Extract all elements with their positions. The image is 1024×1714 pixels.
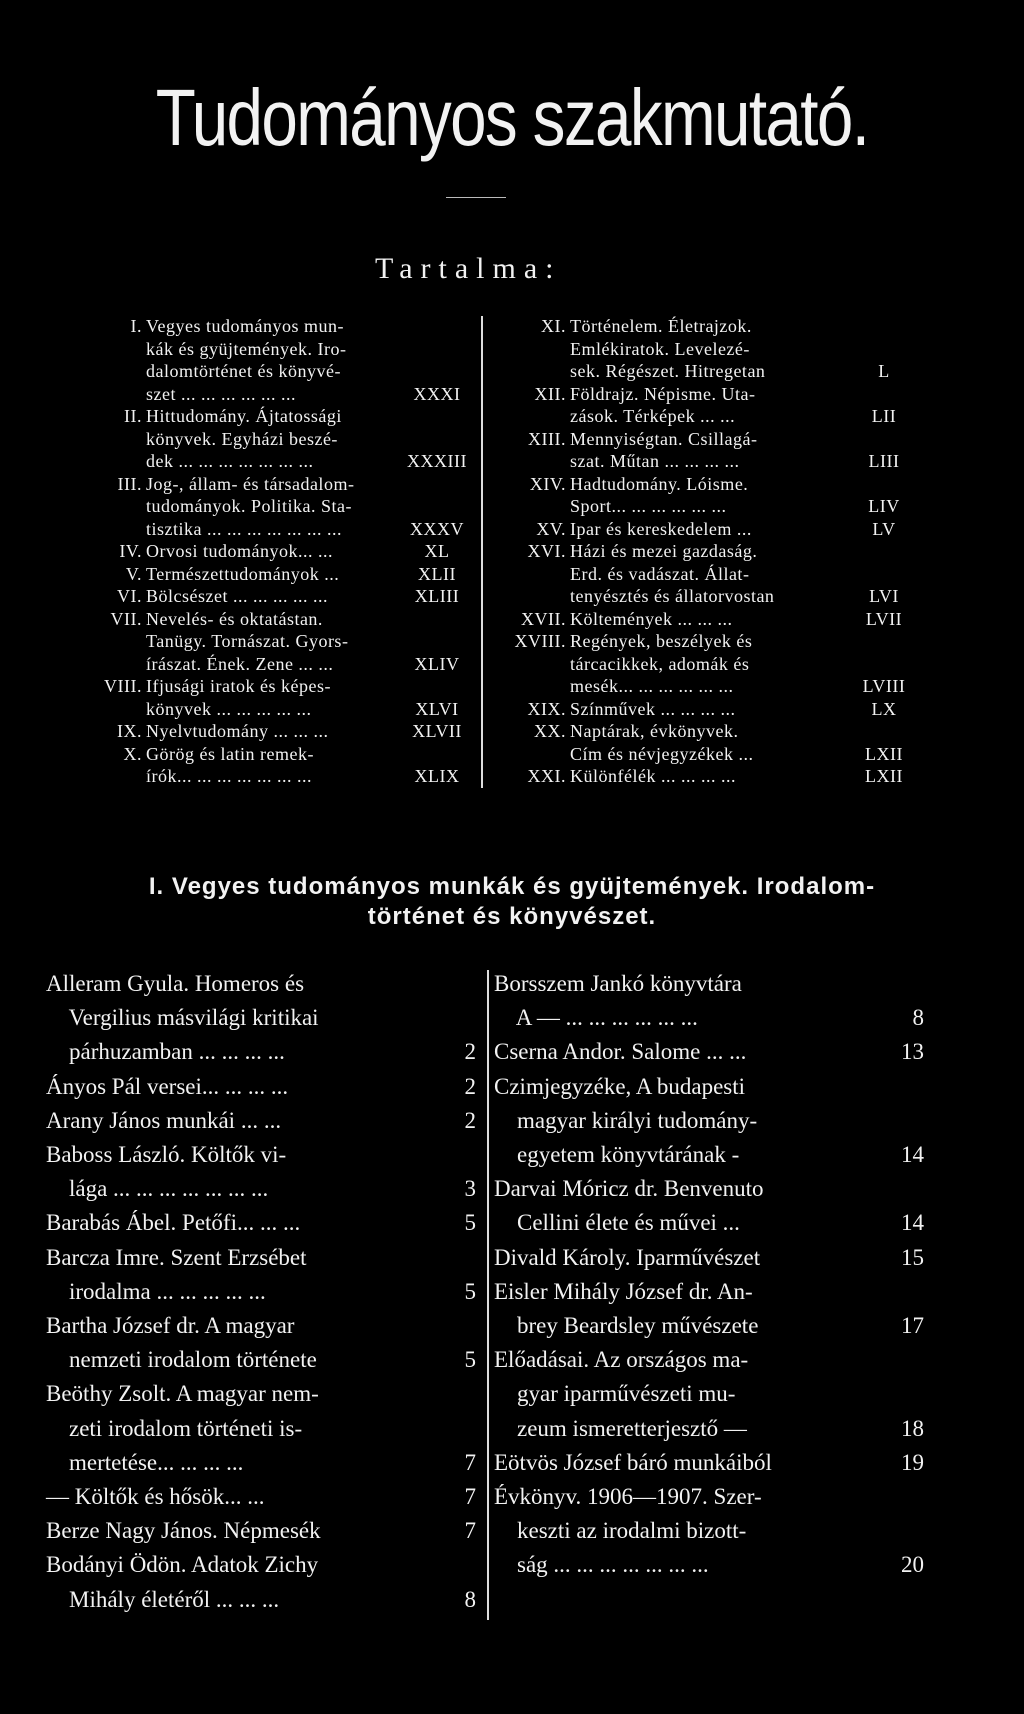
toc-section-title: Nyelvtudomány ... ... ...	[146, 721, 329, 741]
toc-line	[82, 405, 482, 427]
entry-text: Eötvös József báró munkáiból	[494, 1449, 772, 1475]
toc-section-title: Földrajz. Népisme. Uta-	[570, 383, 756, 404]
entry-page-number: 17	[901, 1313, 924, 1338]
toc-line	[506, 315, 936, 337]
entry-line	[46, 1139, 466, 1171]
toc-section-title: Erd. és vadászat. Állat-	[570, 563, 750, 584]
entry-line	[494, 1378, 934, 1410]
entry-text: párhuzamban ... ... ... ...	[46, 1039, 285, 1065]
toc-line	[506, 743, 936, 765]
toc-line	[82, 338, 482, 360]
entry-line	[494, 1310, 934, 1342]
toc-section-number: VIII.	[104, 676, 142, 696]
toc-section-title: Hadtudomány. Lóisme.	[570, 473, 749, 494]
entry-line	[46, 1310, 466, 1342]
toc-line	[82, 743, 482, 765]
toc-section-number: XI.	[541, 316, 566, 336]
toc-section-title: Sport... ... ... ... ... ...	[570, 496, 727, 516]
entry-line	[46, 1036, 476, 1068]
entry-page-number: 8	[912, 1005, 924, 1031]
entry-line	[494, 1139, 934, 1171]
toc-section-number: III.	[117, 473, 142, 494]
entry-line	[46, 1344, 476, 1376]
entry-text: Mihály életéről ... ... ...	[46, 1586, 280, 1612]
toc-section-number: XX.	[534, 721, 566, 741]
entry-text: Berze Nagy János. Népmesék	[46, 1518, 321, 1544]
entry-text: Beöthy Zsolt. A magyar nem-	[46, 1381, 319, 1407]
entry-text: egyetem könyvtárának -	[494, 1142, 740, 1167]
toc-section-number: XIX.	[527, 698, 566, 719]
entry-line	[494, 1242, 934, 1274]
toc-section-title: szat. Műtan ... ... ... ...	[570, 451, 740, 471]
toc-section-number: IV.	[119, 541, 142, 561]
entry-line	[494, 968, 934, 1000]
toc-section-title: Nevelés- és oktatástan.	[146, 608, 323, 629]
toc-line	[506, 428, 936, 450]
entry-line	[46, 1002, 466, 1034]
entry-page-number: 19	[901, 1449, 924, 1475]
toc-line	[82, 675, 482, 697]
entry-line	[46, 1242, 466, 1274]
toc-page-number: XXXIII	[407, 451, 467, 471]
toc-line	[506, 698, 936, 720]
section-heading-line-2: történet és könyvészet.	[367, 903, 657, 930]
toc-section-title: Görög és latin remek-	[146, 743, 314, 764]
toc-section-number: I.	[130, 316, 142, 336]
entry-page-number: 14	[901, 1210, 924, 1236]
toc-section-number: XVII.	[521, 608, 566, 629]
entry-line	[494, 1276, 934, 1308]
toc-page-number: LII	[871, 406, 897, 426]
entry-text: — Költők és hősök... ...	[46, 1484, 265, 1509]
entry-line	[46, 1276, 476, 1308]
entry-text: Eisler Mihály József dr. An-	[494, 1278, 753, 1304]
toc-line	[506, 608, 936, 630]
toc-page-number: LVI	[869, 586, 899, 606]
entry-text: Czimjegyzéke, A budapesti	[494, 1073, 746, 1099]
toc-section-title: Vegyes tudományos mun-	[146, 316, 344, 336]
toc-page-number: XLIX	[414, 766, 460, 786]
entry-line	[46, 1584, 476, 1616]
toc-section-title: Naptárak, évkönyvek.	[570, 721, 739, 741]
toc-section-number: VI.	[117, 586, 142, 606]
entry-text: gyar iparművészeti mu-	[494, 1381, 736, 1407]
toc-section-title: Ipar és kereskedelem ...	[570, 518, 752, 539]
toc-line	[82, 585, 482, 607]
entry-text: nemzeti irodalom története	[46, 1347, 317, 1373]
toc-line	[82, 608, 482, 630]
entry-text: Borsszem Jankó könyvtára	[494, 971, 742, 996]
toc-section-title: sek. Régészet. Hitregetan	[570, 361, 766, 381]
entry-line	[494, 1036, 934, 1068]
entry-page-number: 7	[464, 1518, 476, 1544]
toc-section-number: XIV.	[529, 473, 566, 494]
toc-column-divider	[481, 316, 483, 788]
toc-section-title: Költemények ... ... ...	[570, 608, 733, 629]
entry-text: Arany János munkái ... ...	[46, 1107, 282, 1133]
toc-section-title: Hittudomány. Ájtatossági	[146, 406, 342, 426]
toc-page-number: LVIII	[862, 676, 906, 696]
entry-text: zeum ismeretterjesztő —	[494, 1415, 747, 1441]
entry-page-number: 7	[464, 1449, 476, 1475]
entry-text: Alleram Gyula. Homeros és	[46, 971, 305, 996]
entry-text: brey Beardsley művészete	[494, 1313, 759, 1338]
toc-section-title: Történelem. Életrajzok.	[570, 316, 752, 336]
toc-page-number: XLIV	[414, 653, 460, 674]
toc-line	[506, 405, 936, 427]
entry-line	[46, 1413, 466, 1445]
entries-column-divider	[487, 970, 489, 1620]
toc-line	[82, 315, 482, 337]
toc-section-title: tudományok. Politika. Sta-	[146, 496, 352, 516]
toc-line	[82, 360, 482, 382]
toc-section-title: Tanügy. Tornászat. Gyors-	[146, 631, 349, 651]
toc-page-number: LV	[872, 518, 896, 539]
entry-line	[46, 1071, 476, 1103]
entry-line	[494, 1344, 934, 1376]
entry-text: zeti irodalom történeti is-	[46, 1415, 303, 1441]
toc-page-number: LIV	[868, 496, 900, 516]
entry-line	[46, 1105, 476, 1137]
toc-section-title: Bölcsészet ... ... ... ... ...	[146, 586, 328, 606]
entry-line	[46, 968, 466, 1000]
toc-page-number: XLVI	[415, 698, 459, 719]
toc-line	[506, 585, 936, 607]
entry-page-number: 18	[901, 1415, 924, 1441]
entry-page-number: 2	[464, 1039, 476, 1065]
entry-line	[46, 1481, 476, 1513]
entry-text: Ányos Pál versei... ... ... ...	[46, 1073, 289, 1099]
toc-line	[82, 698, 482, 720]
toc-section-title: Cím és névjegyzékek ...	[570, 743, 754, 764]
entry-line	[494, 1447, 934, 1479]
entry-line	[494, 1002, 934, 1034]
toc-line	[506, 518, 936, 540]
entry-line	[494, 1515, 934, 1547]
toc-page-number: XLVII	[412, 721, 462, 741]
entry-line	[46, 1549, 466, 1581]
toc-section-title: tenyésztés és állatorvostan	[570, 586, 775, 606]
entry-text: Darvai Móricz dr. Benvenuto	[494, 1176, 764, 1202]
toc-section-title: szet ... ... ... ... ... ...	[146, 383, 296, 404]
toc-line	[506, 338, 936, 360]
entry-page-number: 5	[464, 1278, 476, 1304]
toc-line	[82, 563, 482, 585]
toc-line	[82, 653, 482, 675]
entry-text: Bodányi Ödön. Adatok Zichy	[46, 1552, 319, 1578]
entry-page-number: 15	[901, 1244, 924, 1270]
toc-page-number: LX	[871, 698, 897, 719]
entry-line	[46, 1378, 466, 1410]
toc-line	[82, 495, 482, 517]
toc-page-number: LXII	[865, 766, 903, 786]
entry-text: magyar királyi tudomány-	[494, 1107, 758, 1133]
entry-line	[46, 1173, 476, 1205]
entry-text: ság ... ... ... ... ... ... ...	[494, 1552, 709, 1578]
entry-text: Barabás Ábel. Petőfi... ... ...	[46, 1210, 301, 1236]
entry-page-number: 2	[464, 1107, 476, 1133]
entry-page-number: 5	[464, 1210, 476, 1236]
toc-line	[506, 473, 936, 495]
toc-section-title: Színművek ... ... ... ...	[570, 698, 736, 719]
entry-text: Évkönyv. 1906—1907. Szer-	[494, 1484, 762, 1509]
toc-section-title: Természettudományok ...	[146, 563, 340, 584]
toc-section-title: Regények, beszélyek és	[570, 631, 753, 651]
toc-line	[506, 540, 936, 562]
toc-section-number: XII.	[534, 383, 566, 404]
toc-line	[506, 360, 936, 382]
entry-text: Divald Károly. Iparművészet	[494, 1244, 761, 1270]
toc-line	[82, 630, 482, 652]
toc-line	[82, 765, 482, 787]
toc-page-number: XL	[424, 541, 450, 561]
toc-section-number: XV.	[536, 518, 566, 539]
toc-section-title: kák és gyüjtemények. Iro-	[146, 338, 347, 359]
toc-section-number: XVI.	[527, 541, 566, 561]
section-heading-line-1: I. Vegyes tudományos munkák és gyüjtemények. Irodalom-	[148, 873, 876, 900]
entry-text: keszti az irodalmi bizott-	[494, 1518, 747, 1544]
toc-section-title: Ifjusági iratok és képes-	[146, 676, 331, 696]
entry-text: mertetése... ... ... ...	[46, 1449, 244, 1475]
section-heading	[0, 872, 1024, 932]
toc-section-number: XXI.	[527, 766, 566, 786]
entry-page-number: 5	[464, 1347, 476, 1373]
toc-page-number: LVII	[865, 608, 903, 629]
entry-text: Barcza Imre. Szent Erzsébet	[46, 1244, 307, 1270]
toc-section-number: II.	[124, 406, 142, 426]
toc-section-title: Jog-, állam- és társadalom-	[146, 473, 355, 494]
entry-line	[494, 1071, 934, 1103]
toc-line	[506, 383, 936, 405]
entry-line	[46, 1207, 476, 1239]
toc-page-number: L	[878, 361, 890, 381]
toc-section-title: írók... ... ... ... ... ... ...	[146, 766, 312, 786]
toc-section-title: Házi és mezei gazdaság.	[570, 541, 758, 561]
toc-page-number: XXXV	[410, 518, 464, 539]
entry-text: lága ... ... ... ... ... ... ...	[46, 1176, 269, 1202]
toc-page-number: LIII	[868, 451, 900, 471]
toc-page-number: XXXI	[413, 383, 461, 404]
toc-line	[506, 495, 936, 517]
entry-page-number: 8	[464, 1586, 476, 1612]
toc-section-title: Emlékiratok. Levelezé-	[570, 338, 750, 359]
title-rule	[446, 197, 506, 198]
entry-text: Bartha József dr. A magyar	[46, 1313, 295, 1338]
toc-section-title: Mennyiségtan. Csillagá-	[570, 428, 758, 449]
toc-line	[506, 653, 936, 675]
toc-line	[506, 720, 936, 742]
toc-section-number: VII.	[110, 608, 142, 629]
toc-section-title: dek ... ... ... ... ... ... ...	[146, 451, 314, 471]
toc-line	[82, 383, 482, 405]
entry-text: Baboss László. Költők vi-	[46, 1142, 287, 1167]
entry-page-number: 2	[464, 1073, 476, 1099]
entry-line	[494, 1173, 934, 1205]
toc-section-number: V.	[125, 563, 142, 584]
toc-section-title: zások. Térképek ... ...	[570, 406, 736, 426]
entry-line	[494, 1481, 934, 1513]
toc-section-number: XIII.	[528, 428, 566, 449]
toc-line	[82, 428, 482, 450]
toc-section-title: könyvek. Egyházi beszé-	[146, 428, 338, 449]
toc-section-title: könyvek ... ... ... ... ...	[146, 698, 312, 719]
toc-section-title: dalomtörténet és könyvé-	[146, 361, 341, 381]
entry-text: Vergilius másvilági kritikai	[46, 1005, 319, 1031]
entry-page-number: 7	[464, 1484, 476, 1509]
toc-section-number: IX.	[117, 721, 142, 741]
entry-line	[494, 1207, 934, 1239]
entry-text: irodalma ... ... ... ... ...	[46, 1278, 266, 1304]
entry-text: A — ... ... ... ... ... ...	[494, 1005, 698, 1031]
toc-section-title: írászat. Ének. Zene ... ...	[146, 653, 334, 674]
toc-section-title: tisztika ... ... ... ... ... ... ...	[146, 518, 342, 539]
entry-text: Előadásai. Az országos ma-	[494, 1347, 749, 1373]
entry-line	[494, 1413, 934, 1445]
entry-line	[494, 1105, 934, 1137]
toc-line	[82, 540, 482, 562]
toc-section-number: X.	[123, 743, 142, 764]
toc-page-number: LXII	[865, 743, 903, 764]
toc-section-title: Orvosi tudományok... ...	[146, 541, 333, 561]
toc-page-number: XLII	[418, 563, 456, 584]
toc-page-number: XLIII	[414, 586, 460, 606]
toc-section-title: mesék... ... ... ... ... ...	[570, 676, 734, 696]
toc-line	[82, 518, 482, 540]
entry-page-number: 14	[901, 1142, 924, 1167]
entry-text: Cellini élete és művei ...	[494, 1210, 740, 1236]
toc-line	[506, 765, 936, 787]
toc-section-title: tárcacikkek, adomák és	[570, 653, 750, 674]
toc-line	[506, 675, 936, 697]
entry-line	[46, 1447, 476, 1479]
toc-line	[506, 630, 936, 652]
entry-line	[46, 1515, 476, 1547]
entry-page-number: 20	[901, 1552, 924, 1578]
entry-line	[494, 1549, 934, 1581]
toc-line	[82, 450, 482, 472]
entry-page-number: 3	[464, 1176, 476, 1202]
entry-page-number: 13	[901, 1039, 924, 1065]
entry-text: Cserna Andor. Salome ... ...	[494, 1039, 747, 1065]
toc-line	[506, 563, 936, 585]
toc-section-number: XVIII.	[514, 631, 566, 651]
toc-line	[506, 450, 936, 472]
page-title: Tudományos szakmutató.	[155, 73, 869, 162]
toc-section-title: Különfélék ... ... ... ...	[570, 766, 736, 786]
toc-line	[82, 720, 482, 742]
toc-heading: Tartalma:	[375, 252, 562, 285]
toc-line	[82, 473, 482, 495]
